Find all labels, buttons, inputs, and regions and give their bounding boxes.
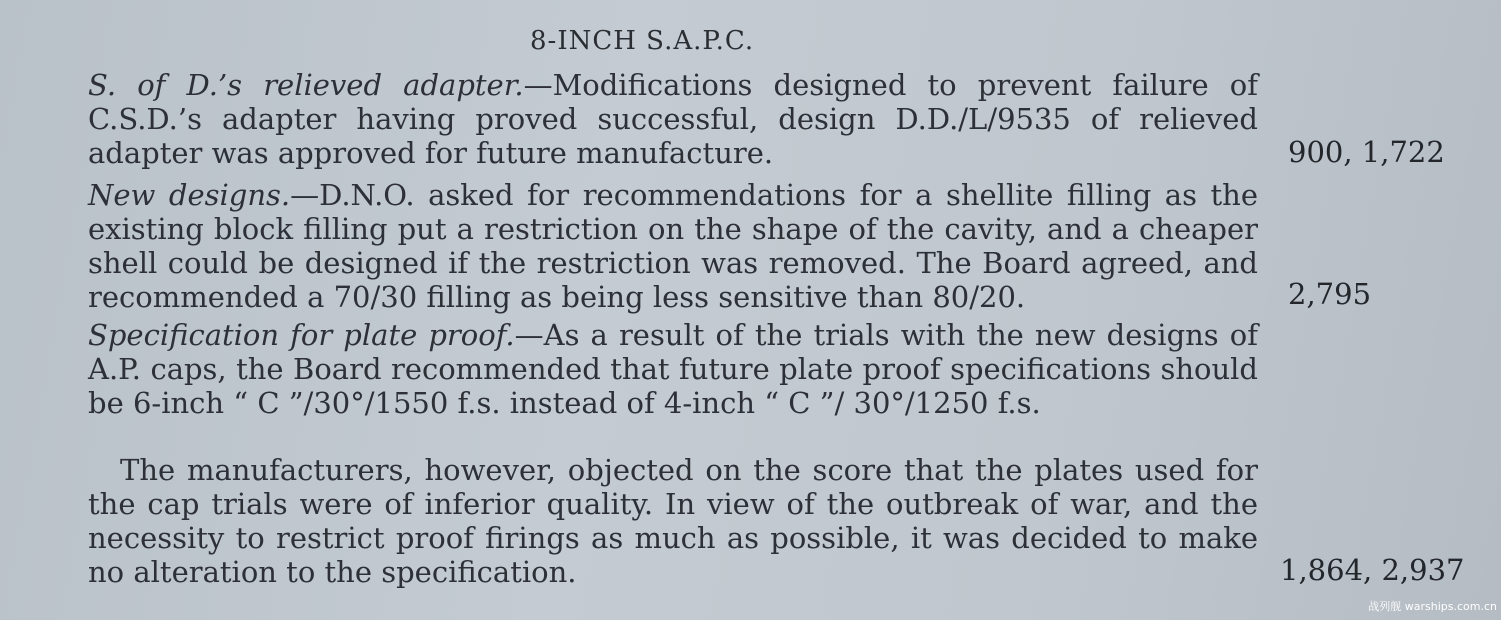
margin-reference: 900, 1,722 xyxy=(1288,135,1445,169)
paragraph-lead: Specification for plate proof. xyxy=(88,318,515,352)
section-heading: 8-INCH S.A.P.C. xyxy=(530,26,755,56)
paragraph-text: —D.N.O. asked for recommendations for a shellite filling as the existing block filling put a restriction on the shape of the cavity, and a cheaper shell could be designed if the restriction was removed. The Board agreed, and recommended a 70/30 filling as being less sensitive than 80/20. xyxy=(88,178,1258,314)
margin-reference: 1,864, 2,937 xyxy=(1280,553,1465,587)
paragraph-plate-proof xyxy=(88,318,1258,420)
margin-reference: 2,795 xyxy=(1288,277,1372,311)
paragraph-manufacturers xyxy=(88,453,1258,589)
paragraph-text: The manufacturers, however, objected on the score that the plates used for the cap trials were of inferior quality. In view of the outbreak of war, and the necessity to restrict proof firings as much as possible, it was decided to make no alteration to the specification. xyxy=(88,453,1258,589)
paragraph-text: —As a result of the trials with the new designs of A.P. caps, the Board recommended that future plate proof specifications should be 6-inch “ C ”/30°/1550 f.s. instead of 4-inch “ C ”/ 30°/1250 f.s. xyxy=(88,318,1258,420)
paragraph-relieved-adapter xyxy=(88,68,1258,170)
site-watermark: 战列舰 warships.com.cn xyxy=(1368,600,1497,613)
paragraph-new-designs xyxy=(88,178,1258,314)
paragraph-lead: S. of D.’s relieved adapter. xyxy=(88,68,524,102)
paragraph-lead: New designs. xyxy=(88,178,291,212)
paragraph-text: —Modifications designed to prevent failure of C.S.D.’s adapter having proved successful, design D.D./L/9535 of relieved adapter was approved for future manufacture. xyxy=(88,68,1258,170)
